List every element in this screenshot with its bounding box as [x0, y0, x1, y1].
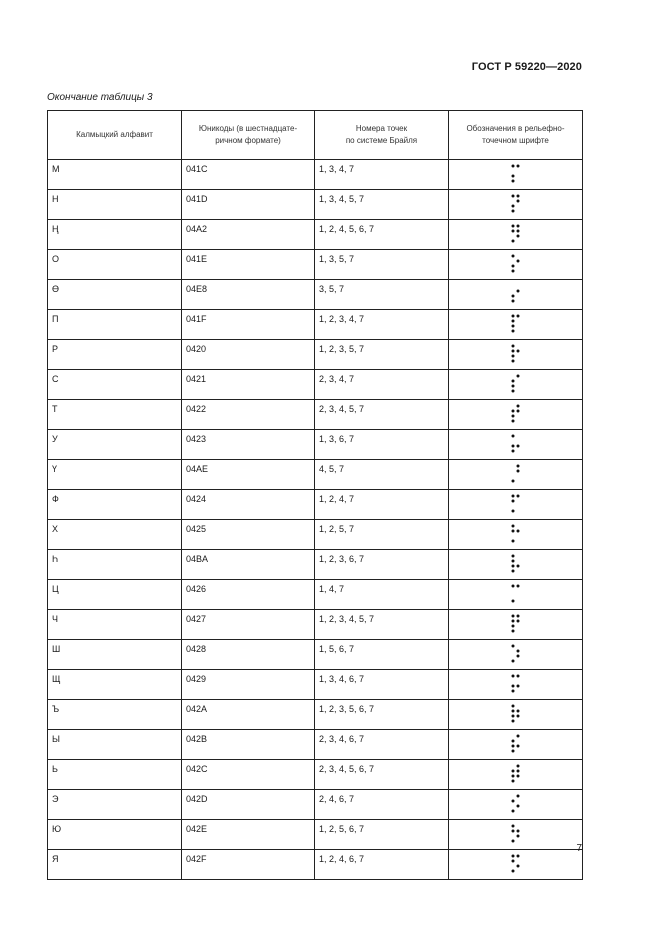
braille-dot-5 — [516, 830, 519, 833]
dot-numbers-cell: 1, 2, 5, 6, 7 — [315, 820, 449, 850]
braille-dot-4 — [516, 225, 519, 228]
dot-numbers-cell: 1, 2, 3, 5, 7 — [315, 340, 449, 370]
braille-dot-2 — [511, 710, 514, 713]
unicode-cell: 04AE — [182, 460, 315, 490]
braille-dot-6 — [516, 865, 519, 868]
dot-numbers-cell: 1, 2, 3, 5, 6, 7 — [315, 700, 449, 730]
dot-numbers-cell: 1, 2, 4, 7 — [315, 490, 449, 520]
table-row — [48, 310, 583, 340]
braille-dot-7 — [511, 210, 514, 213]
table-row — [48, 190, 583, 220]
braille-dot-4 — [516, 165, 519, 168]
letter-cell: Н — [48, 190, 182, 220]
table-row — [48, 430, 583, 460]
braille-dot-5 — [516, 650, 519, 653]
braille-dot-4 — [516, 735, 519, 738]
braille-cell-icon — [510, 703, 522, 725]
braille-dot-3 — [511, 265, 514, 268]
unicode-cell: 0425 — [182, 520, 315, 550]
dot-numbers-cell: 1, 3, 4, 7 — [315, 160, 449, 190]
braille-dot-7 — [511, 540, 514, 543]
braille-dot-3 — [511, 205, 514, 208]
braille-dot-3 — [511, 445, 514, 448]
braille-dot-2 — [511, 500, 514, 503]
braille-dot-7 — [511, 300, 514, 303]
unicode-cell: 04E8 — [182, 280, 315, 310]
braille-dot-4 — [516, 405, 519, 408]
braille-cell-icon — [510, 583, 522, 605]
braille-dot-4 — [516, 795, 519, 798]
braille-symbol-cell — [449, 850, 583, 880]
braille-dot-1 — [511, 645, 514, 648]
letter-cell: Р — [48, 340, 182, 370]
unicode-cell: 042A — [182, 700, 315, 730]
braille-cell-icon — [510, 613, 522, 635]
braille-dot-2 — [511, 380, 514, 383]
braille-dot-4 — [516, 495, 519, 498]
letter-cell: С — [48, 370, 182, 400]
unicode-cell: 0423 — [182, 430, 315, 460]
braille-dot-3 — [511, 565, 514, 568]
braille-dot-3 — [511, 325, 514, 328]
braille-dot-5 — [516, 470, 519, 473]
letter-cell: Ю — [48, 820, 182, 850]
letter-cell: Ы — [48, 730, 182, 760]
braille-dot-7 — [511, 810, 514, 813]
braille-dot-1 — [511, 555, 514, 558]
braille-dot-4 — [516, 765, 519, 768]
braille-dot-4 — [516, 615, 519, 618]
braille-dot-6 — [516, 835, 519, 838]
braille-cell-icon — [510, 373, 522, 395]
braille-symbol-cell — [449, 640, 583, 670]
unicode-cell: 0429 — [182, 670, 315, 700]
letter-cell: Э — [48, 790, 182, 820]
table-row — [48, 220, 583, 250]
braille-cell-icon — [510, 433, 522, 455]
dot-numbers-cell: 3, 5, 7 — [315, 280, 449, 310]
braille-dot-6 — [516, 715, 519, 718]
braille-dot-2 — [511, 770, 514, 773]
table-body — [48, 160, 583, 880]
letter-cell: М — [48, 160, 182, 190]
unicode-cell: 041E — [182, 250, 315, 280]
braille-dot-2 — [511, 860, 514, 863]
braille-cell-icon — [510, 763, 522, 785]
braille-symbol-cell — [449, 250, 583, 280]
table-row — [48, 160, 583, 190]
braille-symbol-cell — [449, 310, 583, 340]
braille-symbol-cell — [449, 220, 583, 250]
braille-dot-3 — [511, 385, 514, 388]
header-alphabet: Калмыцкий алфавит — [48, 111, 182, 160]
braille-dot-1 — [511, 705, 514, 708]
braille-dot-3 — [511, 745, 514, 748]
unicode-cell: 0426 — [182, 580, 315, 610]
braille-dot-1 — [511, 315, 514, 318]
braille-dot-3 — [511, 775, 514, 778]
braille-dot-1 — [511, 825, 514, 828]
table-row — [48, 340, 583, 370]
unicode-cell: 0424 — [182, 490, 315, 520]
letter-cell: Я — [48, 850, 182, 880]
letter-cell: Ф — [48, 490, 182, 520]
unicode-cell: 041D — [182, 190, 315, 220]
braille-cell-icon — [510, 673, 522, 695]
braille-dot-2 — [511, 410, 514, 413]
dot-numbers-cell: 1, 3, 4, 5, 7 — [315, 190, 449, 220]
braille-symbol-cell — [449, 430, 583, 460]
table-row — [48, 700, 583, 730]
braille-dot-1 — [511, 255, 514, 258]
braille-dot-3 — [511, 355, 514, 358]
braille-dot-4 — [516, 315, 519, 318]
unicode-cell: 042B — [182, 730, 315, 760]
table-row — [48, 670, 583, 700]
braille-cell-icon — [510, 283, 522, 305]
unicode-cell: 0428 — [182, 640, 315, 670]
table-row — [48, 460, 583, 490]
braille-dot-3 — [511, 715, 514, 718]
braille-dot-1 — [511, 855, 514, 858]
braille-dot-5 — [516, 770, 519, 773]
table-row — [48, 550, 583, 580]
unicode-cell: 0420 — [182, 340, 315, 370]
dot-numbers-cell: 1, 2, 3, 4, 5, 7 — [315, 610, 449, 640]
braille-dot-6 — [516, 805, 519, 808]
braille-dot-5 — [516, 410, 519, 413]
unicode-cell: 041C — [182, 160, 315, 190]
braille-dot-6 — [516, 775, 519, 778]
braille-dot-7 — [511, 720, 514, 723]
dot-numbers-cell: 2, 4, 6, 7 — [315, 790, 449, 820]
braille-dot-3 — [511, 415, 514, 418]
table-header-row — [48, 111, 583, 160]
braille-symbol-cell — [449, 280, 583, 310]
dot-numbers-cell: 2, 3, 4, 7 — [315, 370, 449, 400]
braille-dot-7 — [511, 360, 514, 363]
header-dot-numbers: Номера точек по системе Брайля — [315, 111, 449, 160]
braille-cell-icon — [510, 223, 522, 245]
braille-dot-6 — [516, 745, 519, 748]
braille-dot-4 — [516, 675, 519, 678]
braille-dot-7 — [511, 270, 514, 273]
braille-dot-6 — [516, 235, 519, 238]
dot-numbers-cell: 2, 3, 4, 5, 6, 7 — [315, 760, 449, 790]
braille-dot-2 — [511, 530, 514, 533]
braille-cell-icon — [510, 463, 522, 485]
braille-symbol-cell — [449, 190, 583, 220]
unicode-cell: 042D — [182, 790, 315, 820]
braille-dot-7 — [511, 870, 514, 873]
braille-cell-icon — [510, 853, 522, 875]
braille-symbol-cell — [449, 160, 583, 190]
letter-cell: Ъ — [48, 700, 182, 730]
dot-numbers-cell: 1, 2, 4, 5, 6, 7 — [315, 220, 449, 250]
braille-symbol-cell — [449, 490, 583, 520]
braille-dot-2 — [511, 320, 514, 323]
braille-dot-2 — [511, 800, 514, 803]
braille-dot-2 — [511, 740, 514, 743]
letter-cell: Ң — [48, 220, 182, 250]
braille-dot-5 — [516, 530, 519, 533]
braille-dot-2 — [511, 620, 514, 623]
unicode-cell: 04A2 — [182, 220, 315, 250]
braille-dot-1 — [511, 675, 514, 678]
unicode-cell: 042F — [182, 850, 315, 880]
braille-dot-5 — [516, 230, 519, 233]
braille-dot-7 — [511, 510, 514, 513]
table-caption: Окончание таблицы 3 — [47, 92, 153, 103]
braille-dot-5 — [516, 350, 519, 353]
braille-dot-2 — [511, 830, 514, 833]
braille-dot-5 — [516, 200, 519, 203]
table-row — [48, 370, 583, 400]
dot-numbers-cell: 1, 3, 4, 6, 7 — [315, 670, 449, 700]
unicode-cell: 042C — [182, 760, 315, 790]
braille-dot-7 — [511, 780, 514, 783]
braille-dot-1 — [511, 345, 514, 348]
table-row — [48, 520, 583, 550]
braille-cell-icon — [510, 403, 522, 425]
braille-symbol-cell — [449, 820, 583, 850]
dot-numbers-cell: 4, 5, 7 — [315, 460, 449, 490]
header-braille-symbol: Обозначения в рельефно- точечном шрифте — [449, 111, 583, 160]
braille-cell-icon — [510, 523, 522, 545]
unicode-cell: 0421 — [182, 370, 315, 400]
braille-dot-1 — [511, 585, 514, 588]
braille-dot-5 — [516, 710, 519, 713]
braille-dot-7 — [511, 330, 514, 333]
table-row — [48, 250, 583, 280]
dot-numbers-cell: 1, 3, 5, 7 — [315, 250, 449, 280]
document-code: ГОСТ Р 59220—2020 — [471, 61, 582, 73]
braille-symbol-cell — [449, 400, 583, 430]
braille-dot-7 — [511, 180, 514, 183]
letter-cell: П — [48, 310, 182, 340]
braille-dot-5 — [516, 620, 519, 623]
braille-dot-7 — [511, 630, 514, 633]
braille-dot-7 — [511, 690, 514, 693]
braille-cell-icon — [510, 253, 522, 275]
braille-dot-4 — [516, 195, 519, 198]
braille-table — [47, 110, 583, 880]
dot-numbers-cell: 1, 4, 7 — [315, 580, 449, 610]
braille-dot-3 — [511, 175, 514, 178]
braille-dot-1 — [511, 435, 514, 438]
braille-dot-3 — [511, 625, 514, 628]
letter-cell: У — [48, 430, 182, 460]
letter-cell: Ц — [48, 580, 182, 610]
braille-dot-7 — [511, 240, 514, 243]
dot-numbers-cell: 1, 2, 4, 6, 7 — [315, 850, 449, 880]
braille-dot-3 — [511, 685, 514, 688]
braille-dot-1 — [511, 225, 514, 228]
braille-dot-6 — [516, 565, 519, 568]
letter-cell: Ч — [48, 610, 182, 640]
table-row — [48, 730, 583, 760]
braille-symbol-cell — [449, 670, 583, 700]
braille-symbol-cell — [449, 520, 583, 550]
braille-dot-2 — [511, 230, 514, 233]
braille-symbol-cell — [449, 580, 583, 610]
braille-dot-1 — [511, 615, 514, 618]
table-row — [48, 820, 583, 850]
braille-dot-5 — [516, 260, 519, 263]
braille-cell-icon — [510, 193, 522, 215]
dot-numbers-cell: 1, 3, 6, 7 — [315, 430, 449, 460]
dot-numbers-cell: 2, 3, 4, 6, 7 — [315, 730, 449, 760]
braille-cell-icon — [510, 793, 522, 815]
braille-dot-7 — [511, 450, 514, 453]
dot-numbers-cell: 1, 2, 3, 6, 7 — [315, 550, 449, 580]
unicode-cell: 0422 — [182, 400, 315, 430]
braille-cell-icon — [510, 823, 522, 845]
braille-dot-7 — [511, 600, 514, 603]
letter-cell: Ө — [48, 280, 182, 310]
dot-numbers-cell: 1, 5, 6, 7 — [315, 640, 449, 670]
dot-numbers-cell: 1, 2, 3, 4, 7 — [315, 310, 449, 340]
braille-symbol-cell — [449, 610, 583, 640]
braille-dot-6 — [516, 685, 519, 688]
braille-cell-icon — [510, 493, 522, 515]
page-number: 7 — [576, 843, 582, 854]
braille-dot-4 — [516, 465, 519, 468]
letter-cell: Ш — [48, 640, 182, 670]
braille-dot-5 — [516, 290, 519, 293]
braille-symbol-cell — [449, 370, 583, 400]
braille-cell-icon — [510, 163, 522, 185]
braille-symbol-cell — [449, 550, 583, 580]
braille-dot-7 — [511, 420, 514, 423]
table-row — [48, 580, 583, 610]
braille-cell-icon — [510, 313, 522, 335]
braille-cell-icon — [510, 643, 522, 665]
letter-cell: Т — [48, 400, 182, 430]
braille-dot-4 — [516, 375, 519, 378]
letter-cell: Х — [48, 520, 182, 550]
braille-symbol-cell — [449, 700, 583, 730]
braille-symbol-cell — [449, 790, 583, 820]
braille-dot-1 — [511, 525, 514, 528]
braille-dot-7 — [511, 570, 514, 573]
braille-dot-6 — [516, 445, 519, 448]
table-row — [48, 400, 583, 430]
dot-numbers-cell: 1, 2, 5, 7 — [315, 520, 449, 550]
table-row — [48, 640, 583, 670]
table-row — [48, 490, 583, 520]
table-row — [48, 760, 583, 790]
unicode-cell: 041F — [182, 310, 315, 340]
braille-dot-1 — [511, 165, 514, 168]
braille-dot-4 — [516, 585, 519, 588]
braille-cell-icon — [510, 733, 522, 755]
braille-symbol-cell — [449, 460, 583, 490]
unicode-cell: 0427 — [182, 610, 315, 640]
braille-dot-6 — [516, 655, 519, 658]
unicode-cell: 042E — [182, 820, 315, 850]
braille-dot-7 — [511, 390, 514, 393]
braille-dot-1 — [511, 495, 514, 498]
braille-dot-3 — [511, 295, 514, 298]
header-unicode: Юникоды (в шестнадцате- ричном формате) — [182, 111, 315, 160]
dot-numbers-cell: 2, 3, 4, 5, 7 — [315, 400, 449, 430]
braille-dot-1 — [511, 195, 514, 198]
table-row — [48, 850, 583, 880]
unicode-cell: 04BA — [182, 550, 315, 580]
braille-cell-icon — [510, 553, 522, 575]
letter-cell: Ү — [48, 460, 182, 490]
braille-symbol-cell — [449, 760, 583, 790]
table-row — [48, 610, 583, 640]
braille-dot-2 — [511, 560, 514, 563]
letter-cell: Щ — [48, 670, 182, 700]
table-row — [48, 280, 583, 310]
letter-cell: О — [48, 250, 182, 280]
braille-dot-7 — [511, 840, 514, 843]
braille-dot-7 — [511, 480, 514, 483]
braille-cell-icon — [510, 343, 522, 365]
table-row — [48, 790, 583, 820]
braille-symbol-cell — [449, 730, 583, 760]
braille-symbol-cell — [449, 340, 583, 370]
letter-cell: Һ — [48, 550, 182, 580]
braille-dot-7 — [511, 660, 514, 663]
braille-dot-2 — [511, 350, 514, 353]
braille-dot-7 — [511, 750, 514, 753]
braille-dot-4 — [516, 855, 519, 858]
letter-cell: Ь — [48, 760, 182, 790]
